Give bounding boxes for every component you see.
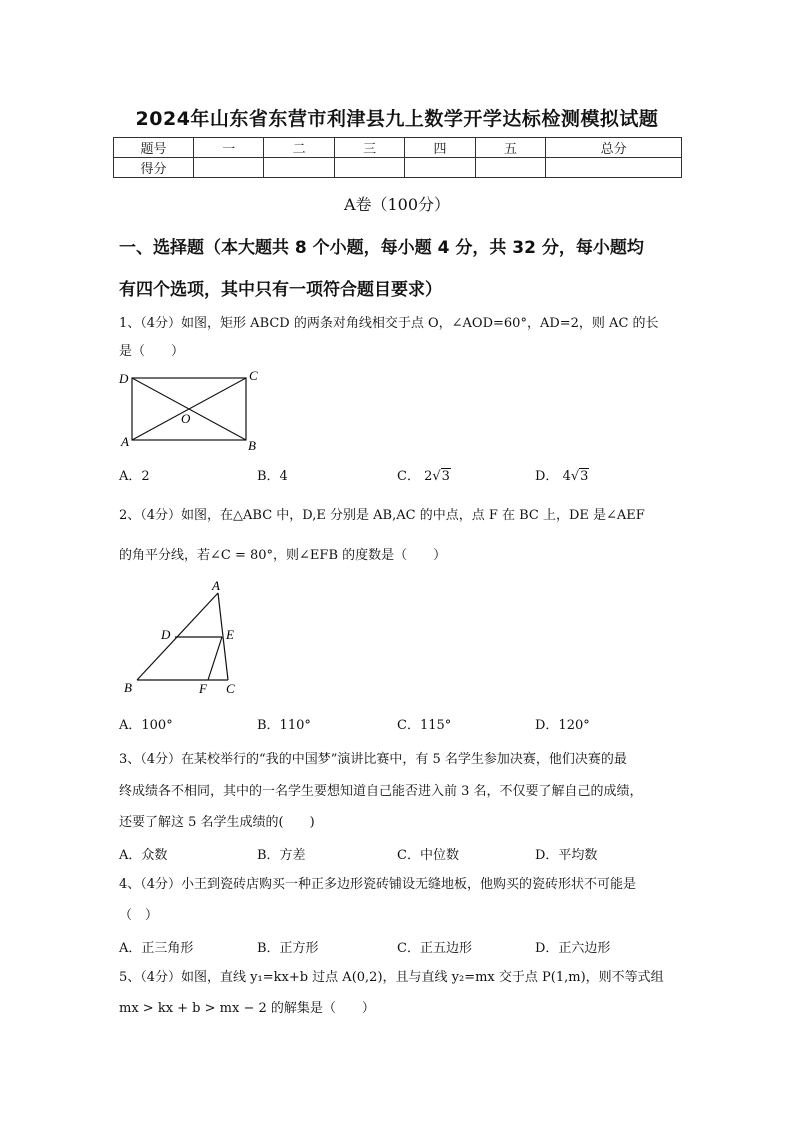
q3-stem-line1: 3、（4分）在某校举行的“我的中国梦”演讲比赛中，有 5 名学生参加决赛，他们决赛的最 [119,752,627,767]
score-cell[interactable] [546,158,682,178]
q3-option-c[interactable]: C．中位数 [397,848,459,863]
q1-option-a[interactable]: A．2 [119,469,150,484]
score-header-cell: 三 [334,138,404,158]
q2-option-c[interactable]: C．115° [397,718,452,733]
q2-stem-line2: 的角平分线，若∠C = 80°，则∠EFB 的度数是（ ） [119,548,447,563]
label-d: D [119,371,129,386]
segment-ef [208,637,222,680]
score-header-cell: 二 [264,138,334,158]
q4-stem-line1: 4、（4分）小王到瓷砖店购买一种正多边形瓷砖铺设无缝地板，他购买的瓷砖形状不可能是 [119,877,637,892]
score-header-cell: 题号 [114,138,194,158]
q1-option-d-prefix: D． [535,469,559,484]
q1-stem-line1: 1、（4分）如图，矩形 ABCD 的两条对角线相交于点 O，∠AOD=60°，AD=2，则 AC 的长 [119,316,659,331]
q1-option-c-coef: 2 [424,469,433,484]
q2-option-b[interactable]: B．110° [257,718,311,733]
q1-option-b[interactable]: B．4 [257,469,288,484]
q1-option-c-prefix: C． [397,469,420,484]
label-a: A [212,578,220,593]
section-a-heading: A卷（100分） [343,195,451,214]
score-table [113,137,682,178]
score-cell[interactable] [334,158,404,178]
q1-option-d-coef: 4 [562,469,571,484]
score-cell[interactable] [405,158,475,178]
score-header-cell: 总分 [546,138,682,158]
section-one-heading-line1: 一、选择题（本大题共 8 个小题，每小题 4 分，共 32 分，每小题均 [119,238,644,258]
q3-option-b[interactable]: B．方差 [257,848,306,863]
score-table-score-row [114,158,682,178]
q1-stem-line2: 是（ ） [119,344,185,359]
q4-stem-line2: （ ） [119,908,159,923]
label-b: B [124,680,132,695]
q2-option-d[interactable]: D．120° [535,718,590,733]
score-cell[interactable] [475,158,545,178]
score-header-cell: 四 [405,138,475,158]
q2-stem-line1: 2、（4分）如图，在△ABC 中，D,E 分别是 AB,AC 的中点，点 F 在 BC 上，DE 是∠AEF [119,508,645,523]
score-header-cell: 一 [194,138,264,158]
score-cell[interactable] [194,158,264,178]
score-table-header-row [114,138,682,158]
q3-option-a[interactable]: A．众数 [119,848,168,863]
sqrt-sign: √ [432,469,441,484]
label-f: F [199,681,207,696]
score-row-label: 得分 [114,158,194,178]
label-o: O [181,411,191,426]
q4-option-d[interactable]: D．正六边形 [535,941,611,956]
q1-option-d-radicand: 3 [580,469,589,484]
q1-rectangle-figure [112,364,272,456]
q5-stem-line1: 5、（4分）如图，直线 y₁=kx+b 过点 A(0,2)，且与直线 y₂=mx 交于点 P(1,m)，则不等式组 [119,970,664,985]
q4-option-b[interactable]: B．正方形 [257,941,319,956]
q4-option-a[interactable]: A．正三角形 [119,941,194,956]
q3-option-d[interactable]: D．平均数 [535,848,598,863]
label-d: D [161,627,171,642]
q1-option-d[interactable] [535,465,589,484]
q1-option-c-radicand: 3 [441,469,450,484]
q3-stem-line2: 终成绩各不相同，其中的一名学生要想知道自己能否进入前 3 名，不仅要了解自己的成绩， [119,784,643,799]
label-c: C [226,681,235,696]
exam-title: 2024年山东省东营市利津县九上数学开学达标检测模拟试题 [135,108,659,130]
q4-option-c[interactable]: C．正五边形 [397,941,472,956]
label-a: A [121,434,129,449]
label-c: C [249,368,258,383]
score-header-cell: 五 [475,138,545,158]
q2-triangle-figure [118,576,248,700]
label-e: E [226,627,234,642]
q2-option-a[interactable]: A．100° [119,718,173,733]
label-b: B [248,438,256,453]
section-one-heading-line2: 有四个选项，其中只有一项符合题目要求） [119,280,442,300]
sqrt-sign: √ [570,469,580,484]
q1-option-c[interactable] [397,465,451,484]
q5-stem-line2: mx > kx + b > mx − 2 的解集是（ ） [119,1001,375,1016]
q3-stem-line3: 还要了解这 5 名学生成绩的( ) [119,815,315,830]
score-cell[interactable] [264,158,334,178]
